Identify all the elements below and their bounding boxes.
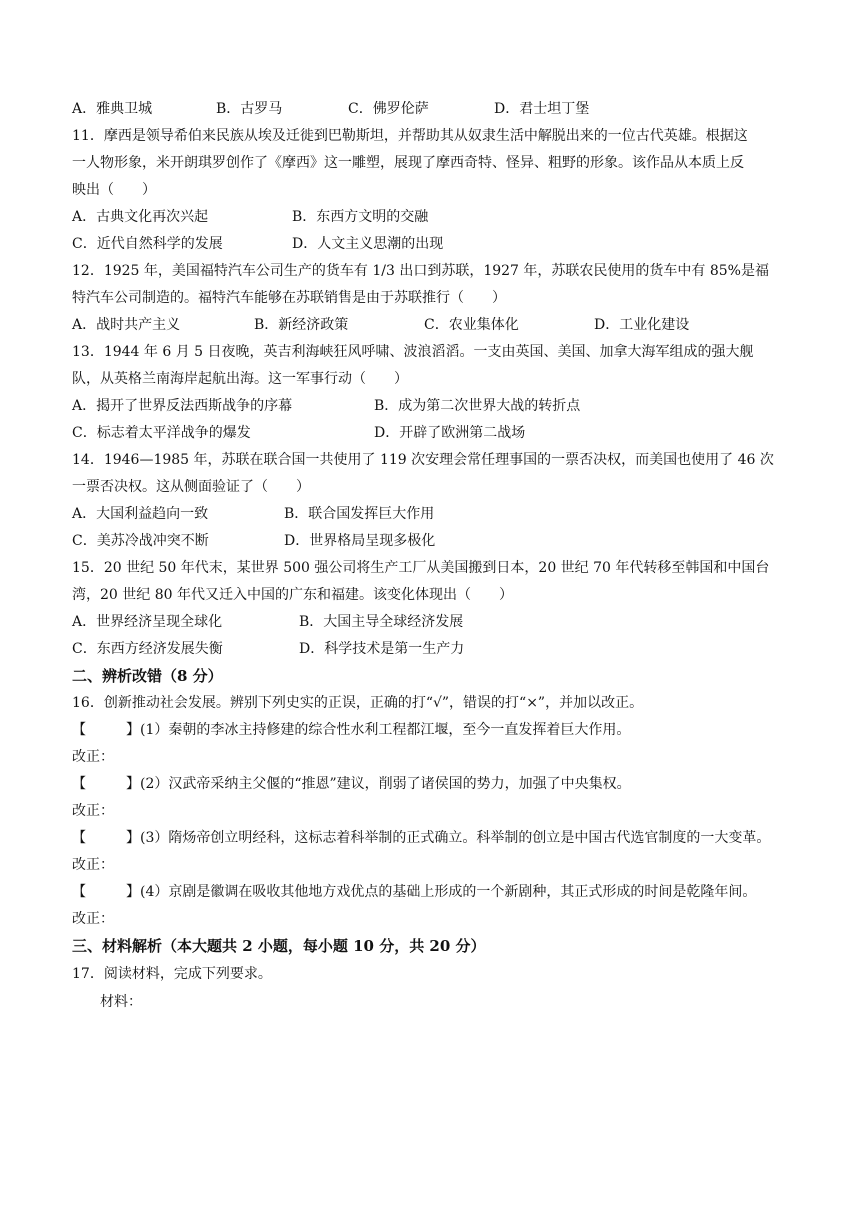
answer-bracket-close: 】 (126, 830, 140, 846)
q16-item-text: (2）汉武帝采纳主父偃的“推恩”建议，削弱了诸侯国的势力，加强了中央集权。 (140, 776, 631, 792)
q14-option-c: C．美苏冷战冲突不断 (72, 533, 209, 549)
q10-option-d: D．君士坦丁堡 (494, 101, 590, 117)
q15-option-a: A．世界经济呈现全球化 (72, 614, 223, 630)
answer-bracket-close: 】 (126, 722, 140, 738)
q11-text-line: 映出（ ） (72, 182, 156, 198)
section-2-heading: 二、辨析改错（8 分） (72, 667, 223, 685)
answer-bracket-open: 【 (72, 830, 86, 846)
q14-text-line: 一票否决权。这从侧面验证了（ ） (72, 479, 310, 495)
q13-option-d: D．开辟了欧洲第二战场 (374, 425, 526, 441)
answer-bracket-close: 】 (126, 884, 140, 900)
q16-item-1 (72, 721, 794, 739)
q14-text-line: 14．1946—1985 年，苏联在联合国一共使用了 119 次安理会常任理事国的一票否决权，而美国也使用了 46 次 (72, 452, 774, 468)
answer-bracket-open: 【 (72, 884, 86, 900)
q14-option-d: D．世界格局呈现多极化 (284, 533, 436, 549)
q12-text-line: 12．1925 年，美国福特汽车公司生产的货车有 1/3 出口到苏联，1927 年，苏联农民使用的货车中有 85%是福 (72, 263, 769, 279)
answer-bracket-open: 【 (72, 776, 86, 792)
q13-option-b: B．成为第二次世界大战的转折点 (374, 398, 581, 414)
q13-text-line: 队，从英格兰南海岸起航出海。这一军事行动（ ） (72, 371, 408, 387)
answer-bracket-open: 【 (72, 722, 86, 738)
q14-option-b: B．联合国发挥巨大作用 (284, 506, 435, 522)
q16-item-text: (1）秦朝的李冰主持修建的综合性水利工程都江堰，至今一直发挥着巨大作用。 (140, 722, 631, 738)
q16-fix-label-4: 改正： (72, 911, 114, 927)
q10-option-b: B．古罗马 (216, 101, 283, 117)
q16-item-text: (4）京剧是徽调在吸收其他地方戏优点的基础上形成的一个新剧种，其正式形成的时间是乾隆年间。 (140, 884, 757, 900)
q10-option-c: C．佛罗伦萨 (348, 101, 429, 117)
q16-item-3 (72, 829, 794, 847)
q17-intro: 17．阅读材料，完成下列要求。 (72, 966, 272, 982)
q11-text-line: 11．摩西是领导希伯来民族从埃及迁徙到巴勒斯坦，并帮助其从奴隶生活中解脱出来的一位古代英雄。根据这 (72, 128, 748, 144)
q11-option-d: D．人文主义思潮的出现 (292, 236, 444, 252)
q16-item-2 (72, 775, 794, 793)
q12-option-a: A．战时共产主义 (72, 317, 181, 333)
q16-item-text: (3）隋炀帝创立明经科，这标志着科举制的正式确立。科举制的创立是中国古代选官制度的一大变革。 (140, 830, 771, 846)
q15-text-line: 15．20 世纪 50 年代末，某世界 500 强公司将生产工厂从美国搬到日本，20 世纪 70 年代转移至韩国和中国台 (72, 560, 770, 576)
answer-bracket-close: 】 (126, 776, 140, 792)
q14-option-a: A．大国利益趋向一致 (72, 506, 209, 522)
material-label: 材料： (100, 994, 142, 1010)
q13-text-line: 13．1944 年 6 月 5 日夜晚，英吉利海峡狂风呼啸、波浪滔滔。一支由英国、美国、加拿大海军组成的强大舰 (72, 344, 754, 360)
q13-option-c: C．标志着太平洋战争的爆发 (72, 425, 251, 441)
q11-text-line: 一人物形象，米开朗琪罗创作了《摩西》这一雕塑，展现了摩西奇特、怪异、粗野的形象。该作品从本质上反 (72, 155, 744, 171)
section-3-heading: 三、材料解析（本大题共 2 小题，每小题 10 分，共 20 分） (72, 937, 486, 955)
q15-option-c: C．东西方经济发展失衡 (72, 641, 223, 657)
q13-option-a: A．揭开了世界反法西斯战争的序幕 (72, 398, 293, 414)
q16-item-4 (72, 883, 794, 901)
q10-option-a: A．雅典卫城 (72, 101, 153, 117)
q12-text-line: 特汽车公司制造的。福特汽车能够在苏联销售是由于苏联推行（ ） (72, 290, 506, 306)
q12-option-b: B．新经济政策 (254, 317, 349, 333)
q16-fix-label-3: 改正： (72, 857, 114, 873)
q15-option-b: B．大国主导全球经济发展 (299, 614, 464, 630)
q16-fix-label-1: 改正： (72, 749, 114, 765)
q16-fix-label-2: 改正： (72, 803, 114, 819)
q15-text-line: 湾，20 世纪 80 年代又迁入中国的广东和福建。该变化体现出（ ） (72, 587, 513, 603)
q12-option-c: C．农业集体化 (424, 317, 519, 333)
q16-intro: 16．创新推动社会发展。辨别下列史实的正误，正确的打“√”，错误的打“×”，并加以改正。 (72, 695, 644, 711)
q11-option-c: C．近代自然科学的发展 (72, 236, 223, 252)
q15-option-d: D．科学技术是第一生产力 (299, 641, 465, 657)
q11-option-a: A．古典文化再次兴起 (72, 209, 209, 225)
q12-option-d: D．工业化建设 (594, 317, 690, 333)
q11-option-b: B．东西方文明的交融 (292, 209, 429, 225)
